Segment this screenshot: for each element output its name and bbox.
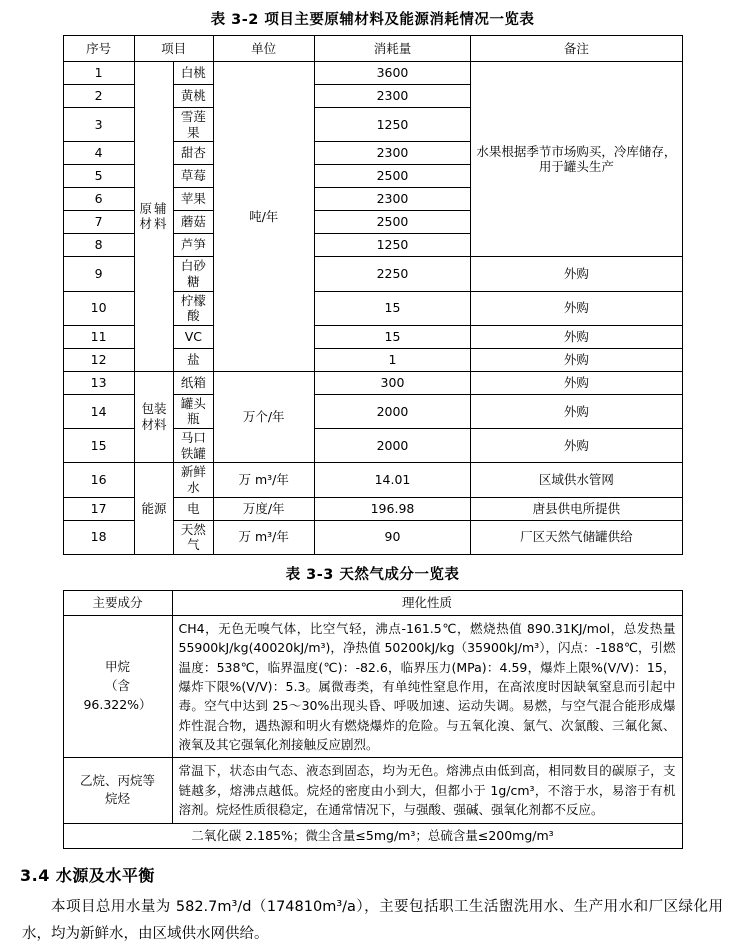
table-raw-materials — [63, 35, 683, 555]
cell-no: 3 — [63, 108, 134, 142]
table-header-row — [63, 36, 682, 62]
cell-no: 18 — [63, 520, 134, 554]
cell-no: 13 — [63, 371, 134, 394]
section-paragraph-34: 本项目总用水量为 582.7m³/d（174810m³/a），主要包括职工生活盥洗用水、生产用水和厂区绿化用水，均为新鲜水，由区域供水网供给。 — [22, 899, 723, 943]
table-row — [63, 371, 682, 394]
cell-note: 外购 — [471, 394, 682, 428]
cell-note: 厂区天然气储罐供给 — [471, 520, 682, 554]
cell-item: 白砂糖 — [174, 257, 213, 291]
cell-no: 14 — [63, 394, 134, 428]
cell-item: 电 — [174, 497, 213, 520]
cell-note: 外购 — [471, 371, 682, 394]
cell-no: 17 — [63, 497, 134, 520]
cell-item: 黄桃 — [174, 85, 213, 108]
cell-category-packaging: 包装材料 — [134, 371, 173, 463]
cell-item: 柠檬酸 — [174, 291, 213, 325]
methane-name-line3: 96.322%） — [83, 696, 152, 712]
cell-qty: 15 — [314, 291, 470, 325]
header-item: 项目 — [134, 36, 213, 62]
cell-no: 7 — [63, 211, 134, 234]
cell-no: 10 — [63, 291, 134, 325]
cell-qty: 2300 — [314, 188, 470, 211]
cell-note: 区域供水管网 — [471, 463, 682, 497]
cell-properties-alkanes: 常温下，状态由气态、液态到固态，均为无色。熔沸点由低到高，相同数目的碳原子，支链越多，熔沸点越低。烷烃的密度由小到大，但都小于 1g/cm³，不溶于水，易溶于有机溶剂。烷烃性质很稳定，在通常情况下，与强酸、强碱、强氧化剂都不反应。 — [172, 758, 682, 823]
alkane-name-line2: 烷烃 — [104, 791, 130, 807]
cell-item: 天然气 — [174, 520, 213, 554]
cell-item: 苹果 — [174, 188, 213, 211]
table-32-title: 表 3-2 项目主要原辅材料及能源消耗情况一览表 — [210, 12, 535, 28]
cell-unit-power: 万度/年 — [213, 497, 314, 520]
cell-qty: 14.01 — [314, 463, 470, 497]
cell-properties-methane: CH4，无色无嗅气体，比空气轻，沸点-161.5℃，燃烧热值 890.31KJ/mol，总发热量 55900kJ/kg(40020kJ/m³)，净热值 50200kJ/kg（35900kJ/m³），闪点：-188℃，引燃温度：538℃，临界温度(℃)：-82.6，临界压力(MPa)：4.59，爆炸上限%(V/V)：15，爆炸下限%(V/V)：5.3。属微毒类，有单纯性窒息作用，在高浓度时因缺氧窒息而引起中毒。空气中达到 25～30%出现头昏、呼吸加速、运动失调。易燃，与空气混合能形成爆炸性混合物，遇热源和明火有燃烧爆炸的危险。与五氧化溴、氯气、次氯酸、三氟化氮、液氧及其它强氧化剂接触反应剧烈。 — [172, 615, 682, 758]
cell-qty: 2500 — [314, 211, 470, 234]
cell-note-fruit: 水果根据季节市场购买，冷库储存，用于罐头生产 — [471, 62, 682, 257]
cell-no: 2 — [63, 85, 134, 108]
cell-no: 1 — [63, 62, 134, 85]
cell-qty: 2250 — [314, 257, 470, 291]
cell-qty: 1 — [314, 348, 470, 371]
cell-item: 芦笋 — [174, 234, 213, 257]
header-unit: 单位 — [213, 36, 314, 62]
cell-note: 外购 — [471, 291, 682, 325]
alkane-name-line1: 乙烷、丙烷等 — [79, 772, 155, 788]
cell-component-methane — [63, 615, 172, 758]
methane-name-line1: 甲烷 — [104, 659, 130, 675]
header-no: 序号 — [63, 36, 134, 62]
table-row — [63, 758, 682, 823]
cell-note: 外购 — [471, 429, 682, 463]
cell-item: 甜杏 — [174, 142, 213, 165]
cell-unit-raw: 吨/年 — [213, 62, 314, 372]
cell-qty: 2000 — [314, 429, 470, 463]
table-header-row — [63, 590, 682, 615]
cell-item: 纸箱 — [174, 371, 213, 394]
cell-qty: 196.98 — [314, 497, 470, 520]
cell-no: 9 — [63, 257, 134, 291]
cell-component-alkanes — [63, 758, 172, 823]
cell-other-components: 二氧化碳 2.185%；微尘含量≤5mg/m³；总硫含量≤200mg/m³ — [63, 823, 682, 849]
cell-item: 白桃 — [174, 62, 213, 85]
header-properties: 理化性质 — [172, 590, 682, 615]
cell-no: 6 — [63, 188, 134, 211]
cell-category-energy: 能源 — [134, 463, 173, 555]
table-row — [63, 62, 682, 85]
cell-category-raw: 原辅材料 — [134, 62, 173, 372]
cell-item: 草莓 — [174, 165, 213, 188]
cell-no: 4 — [63, 142, 134, 165]
section-heading-34: 3.4 水源及水平衡 — [20, 866, 155, 886]
cell-qty: 3600 — [314, 62, 470, 85]
cell-no: 11 — [63, 325, 134, 348]
methane-name-line2: （含 — [104, 678, 130, 694]
cell-note: 外购 — [471, 325, 682, 348]
cell-qty: 2500 — [314, 165, 470, 188]
cell-item: 雪莲果 — [174, 108, 213, 142]
header-component: 主要成分 — [63, 590, 172, 615]
cell-item: 新鲜水 — [174, 463, 213, 497]
table-row — [63, 823, 682, 849]
cell-unit-water: 万 m³/年 — [213, 463, 314, 497]
cell-qty: 1250 — [314, 234, 470, 257]
cell-unit-packaging: 万个/年 — [213, 371, 314, 463]
cell-unit-gas: 万 m³/年 — [213, 520, 314, 554]
cell-no: 8 — [63, 234, 134, 257]
table-row — [63, 463, 682, 497]
document-page — [0, 8, 745, 943]
cell-note: 外购 — [471, 257, 682, 291]
cell-item: VC — [174, 325, 213, 348]
cell-qty: 2300 — [314, 85, 470, 108]
cell-item: 蘑菇 — [174, 211, 213, 234]
table-natural-gas-composition — [63, 590, 683, 850]
cell-note: 唐县供电所提供 — [471, 497, 682, 520]
table-33-title: 表 3-3 天然气成分一览表 — [285, 566, 460, 583]
cell-item: 罐头瓶 — [174, 394, 213, 428]
cell-qty: 2000 — [314, 394, 470, 428]
cell-item: 马口铁罐 — [174, 429, 213, 463]
cell-no: 5 — [63, 165, 134, 188]
cell-qty: 1250 — [314, 108, 470, 142]
header-note: 备注 — [471, 36, 682, 62]
cell-note: 外购 — [471, 348, 682, 371]
cell-qty: 2300 — [314, 142, 470, 165]
table-row — [63, 615, 682, 758]
cell-qty: 300 — [314, 371, 470, 394]
header-qty: 消耗量 — [314, 36, 470, 62]
cell-qty: 90 — [314, 520, 470, 554]
cell-no: 16 — [63, 463, 134, 497]
cell-no: 12 — [63, 348, 134, 371]
cell-item: 盐 — [174, 348, 213, 371]
cell-qty: 15 — [314, 325, 470, 348]
cell-no: 15 — [63, 429, 134, 463]
